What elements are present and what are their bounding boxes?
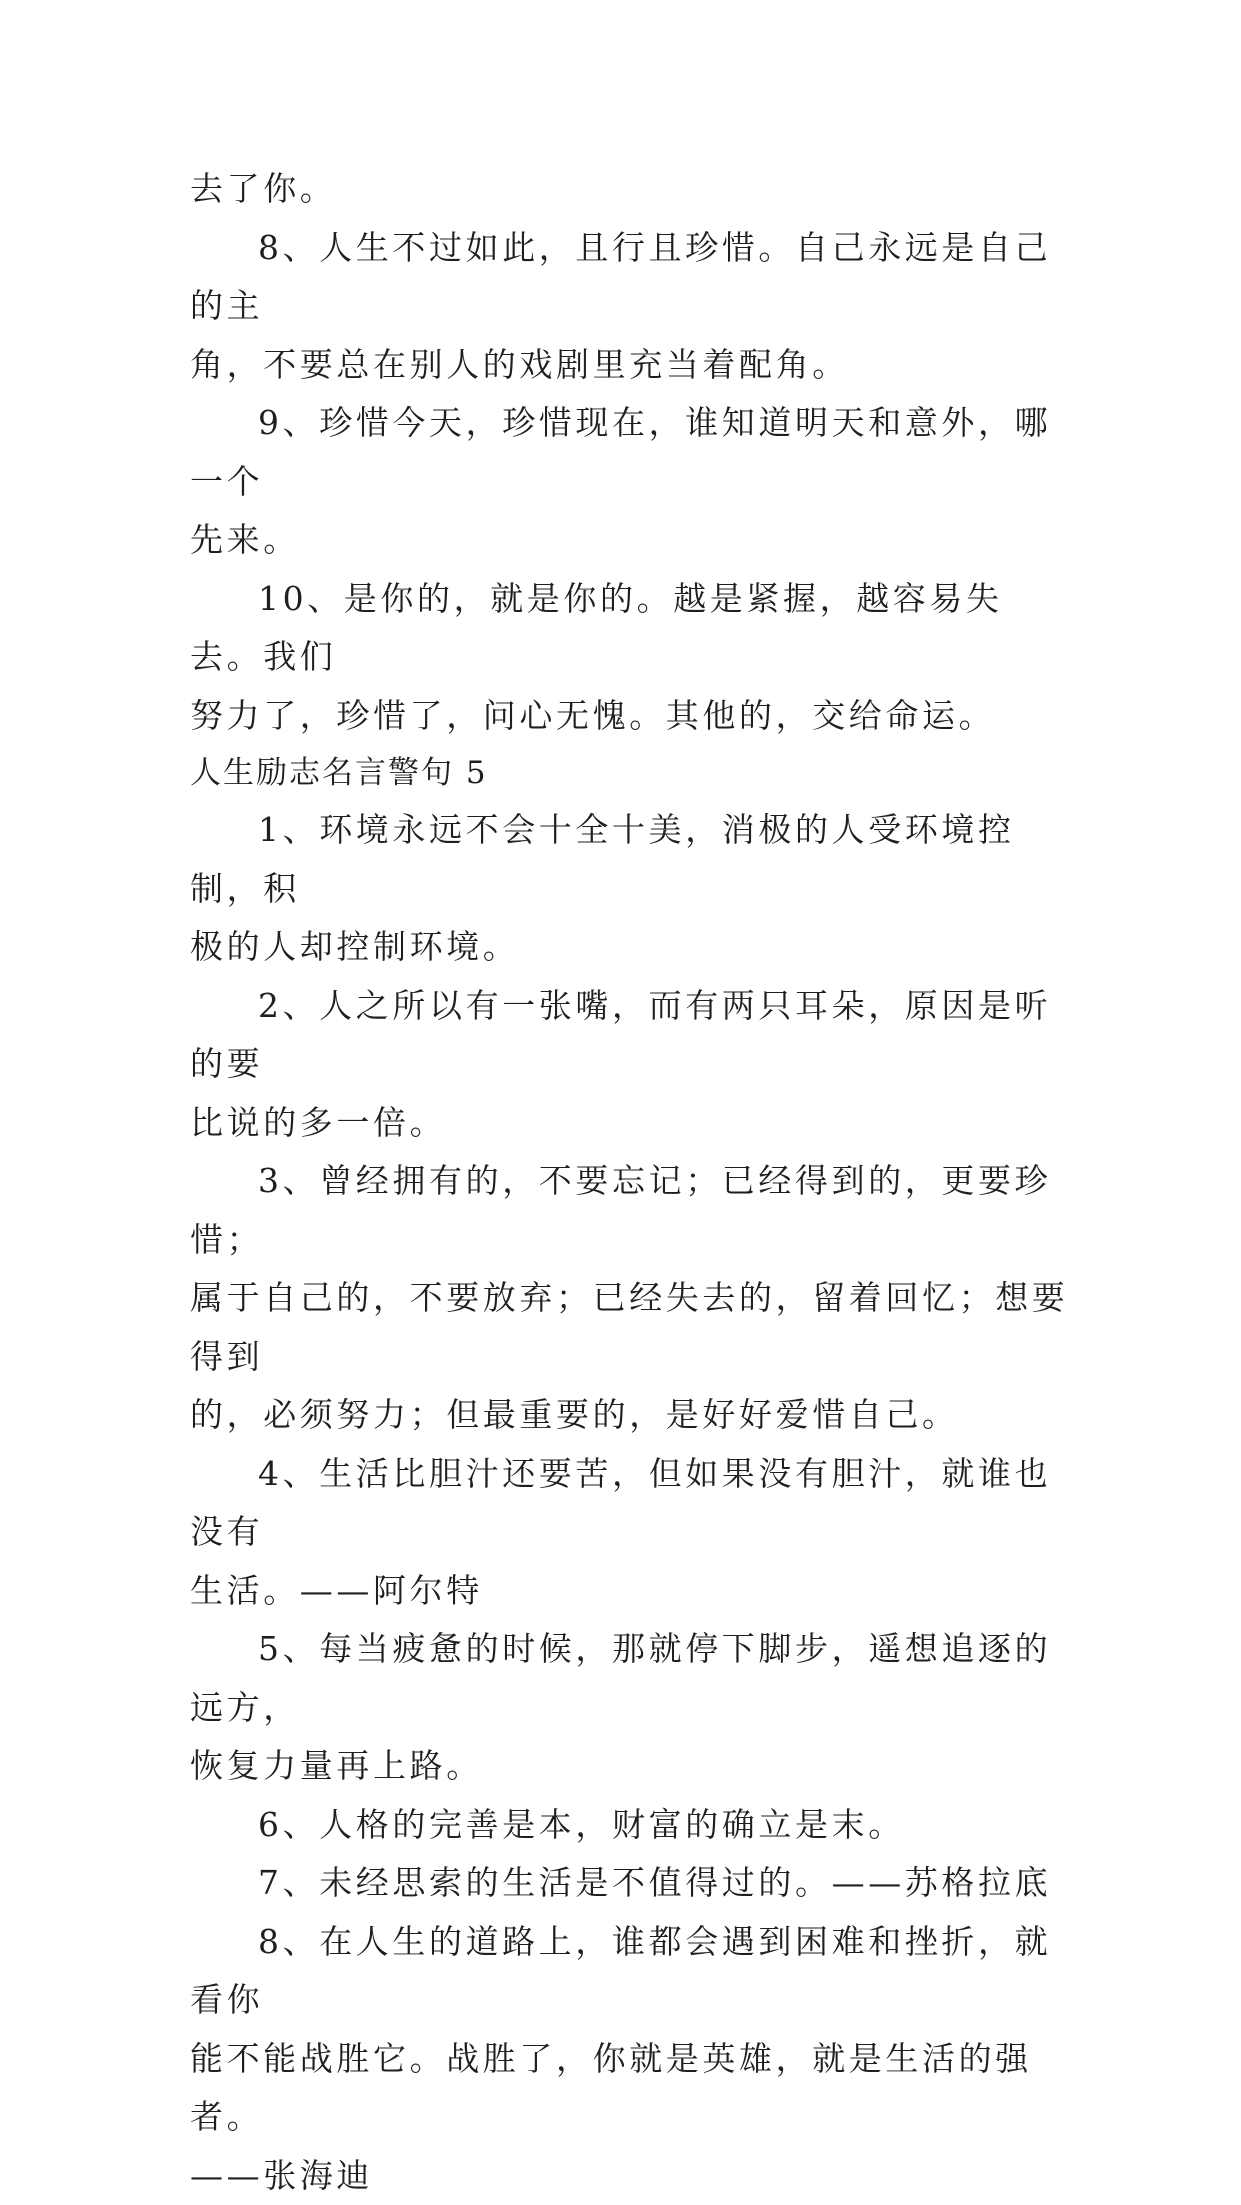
quote-paragraph: 6、人格的完善是本，财富的确立是末。 [190,1796,1070,1855]
quote-paragraph: 8、人生不过如此，且行且珍惜。自己永远是自己的主 角，不要总在别人的戏剧里充当着配角。 [190,219,1070,395]
continuation-line: 去了你。 [190,160,1070,219]
quote-paragraph: 2、人之所以有一张嘴，而有两只耳朵，原因是听的要 比说的多一倍。 [190,977,1070,1153]
quote-paragraph: 1、环境永远不会十全十美，消极的人受环境控制，积 极的人却控制环境。 [190,801,1070,977]
document-body [190,160,1070,2205]
quote-paragraph: 7、未经思索的生活是不值得过的。——苏格拉底 [190,1854,1070,1913]
section-heading: 人生励志名言警句 5 [190,745,1070,801]
quote-paragraph: 3、曾经拥有的，不要忘记；已经得到的，更要珍惜； 属于自己的，不要放弃；已经失去的，留着回忆；想要得到 的，必须努力；但最重要的，是好好爱惜自己。 [190,1152,1070,1445]
quote-paragraph: 9、珍惜今天，珍惜现在，谁知道明天和意外，哪一个 先来。 [190,394,1070,570]
quote-paragraph: 8、在人生的道路上，谁都会遇到困难和挫折，就看你 能不能战胜它。战胜了，你就是英雄，就是生活的强者。 ——张海迪 [190,1913,1070,2205]
quote-paragraph: 10、是你的，就是你的。越是紧握，越容易失去。我们 努力了，珍惜了，问心无愧。其他的，交给命运。 [190,570,1070,746]
quote-paragraph: 5、每当疲惫的时候，那就停下脚步，遥想追逐的远方， 恢复力量再上路。 [190,1620,1070,1796]
quote-paragraph: 4、生活比胆汁还要苦，但如果没有胆汁，就谁也没有 生活。——阿尔特 [190,1445,1070,1621]
